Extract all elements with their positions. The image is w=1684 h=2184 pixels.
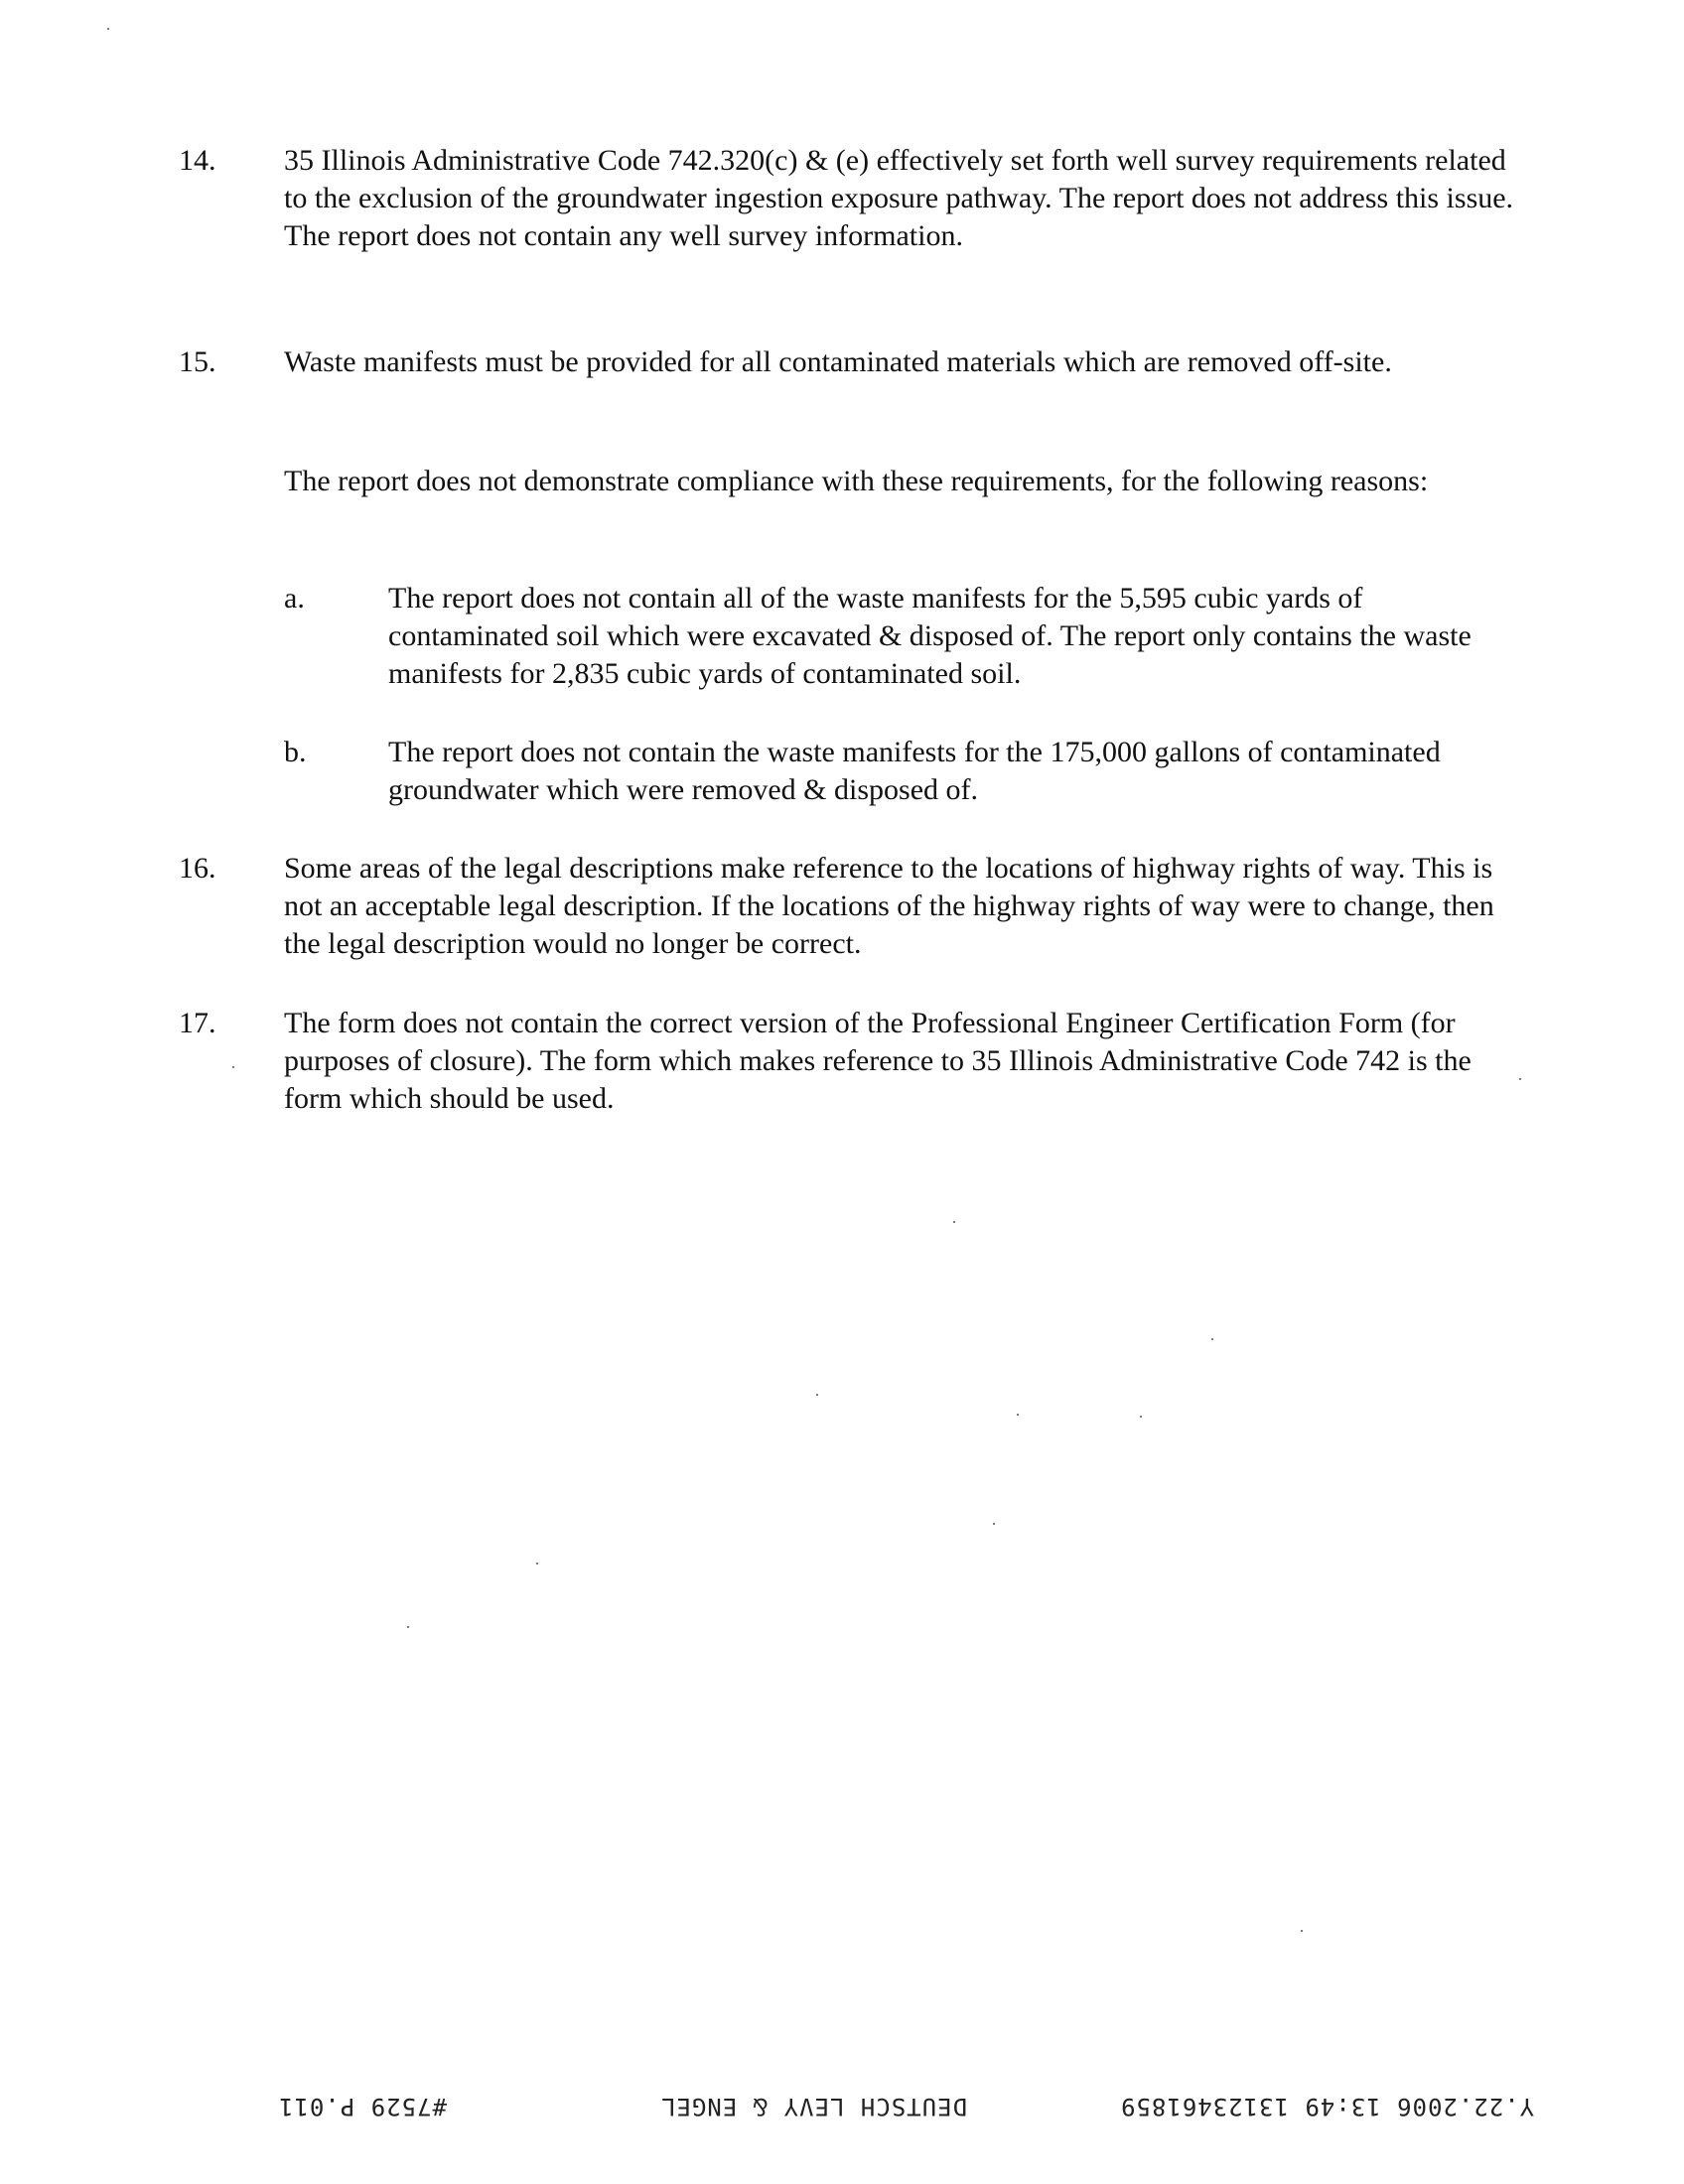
scan-speck bbox=[1211, 1338, 1213, 1340]
item-number: 17. bbox=[179, 1007, 216, 1039]
scan-speck bbox=[1519, 1078, 1521, 1080]
scan-speck bbox=[107, 28, 109, 30]
item-paragraph: The report does not demonstrate compliance with these requirements, for the following reasons: bbox=[284, 465, 1429, 497]
subitem-letter: b. bbox=[284, 736, 307, 768]
scan-speck bbox=[816, 1394, 818, 1396]
subitem-text: The report does not contain all of the waste manifests for the 5,595 cubic yards of contaminated soil which were excavated & disposed of. The report only contains the waste manifests for 2,835 cubic yards of contaminated soil. bbox=[388, 582, 1472, 690]
scan-speck bbox=[1140, 1416, 1142, 1418]
fax-footer-center: DEUTSCH LEVY & ENGEL bbox=[660, 2093, 967, 2120]
item-paragraph: Some areas of the legal descriptions make reference to the locations of highway rights of way. This is not an acceptable legal description. If the locations of the highway rights of way were to change, then the legal description would no longer be correct. bbox=[284, 852, 1494, 960]
item-paragraph: Waste manifests must be provided for all contaminated materials which are removed off-site. bbox=[284, 345, 1392, 378]
subitem-letter: a. bbox=[284, 582, 305, 614]
item-paragraph: The form does not contain the correct version of the Professional Engineer Certification Form (for purposes of closure). The form which makes reference to 35 Illinois Administrative Code 742 is the form which should be used. bbox=[284, 1007, 1472, 1115]
item-number: 15. bbox=[179, 345, 216, 378]
item-number: 16. bbox=[179, 852, 216, 885]
scan-speck bbox=[1301, 1930, 1303, 1932]
scan-speck bbox=[536, 1563, 538, 1565]
scan-speck bbox=[1017, 1414, 1019, 1416]
item-paragraph: 35 Illinois Administrative Code 742.320(c) & (e) effectively set forth well survey requirements related to the exclusion of the groundwater ingestion exposure pathway. The report does not address this issue. The report does not contain any well survey information. bbox=[284, 144, 1514, 252]
fax-footer-left: #7529 P.011 bbox=[278, 2093, 447, 2120]
scan-speck bbox=[407, 1626, 409, 1628]
fax-footer-right: Y.22.2006 13:49 13123461859 bbox=[1120, 2093, 1535, 2120]
subitem-text: The report does not contain the waste manifests for the 175,000 gallons of contaminated groundwater which were removed & disposed of. bbox=[388, 736, 1441, 806]
scan-speck bbox=[993, 1523, 995, 1525]
item-number: 14. bbox=[179, 144, 216, 177]
scan-speck bbox=[953, 1221, 955, 1223]
scan-speck bbox=[232, 1066, 234, 1068]
